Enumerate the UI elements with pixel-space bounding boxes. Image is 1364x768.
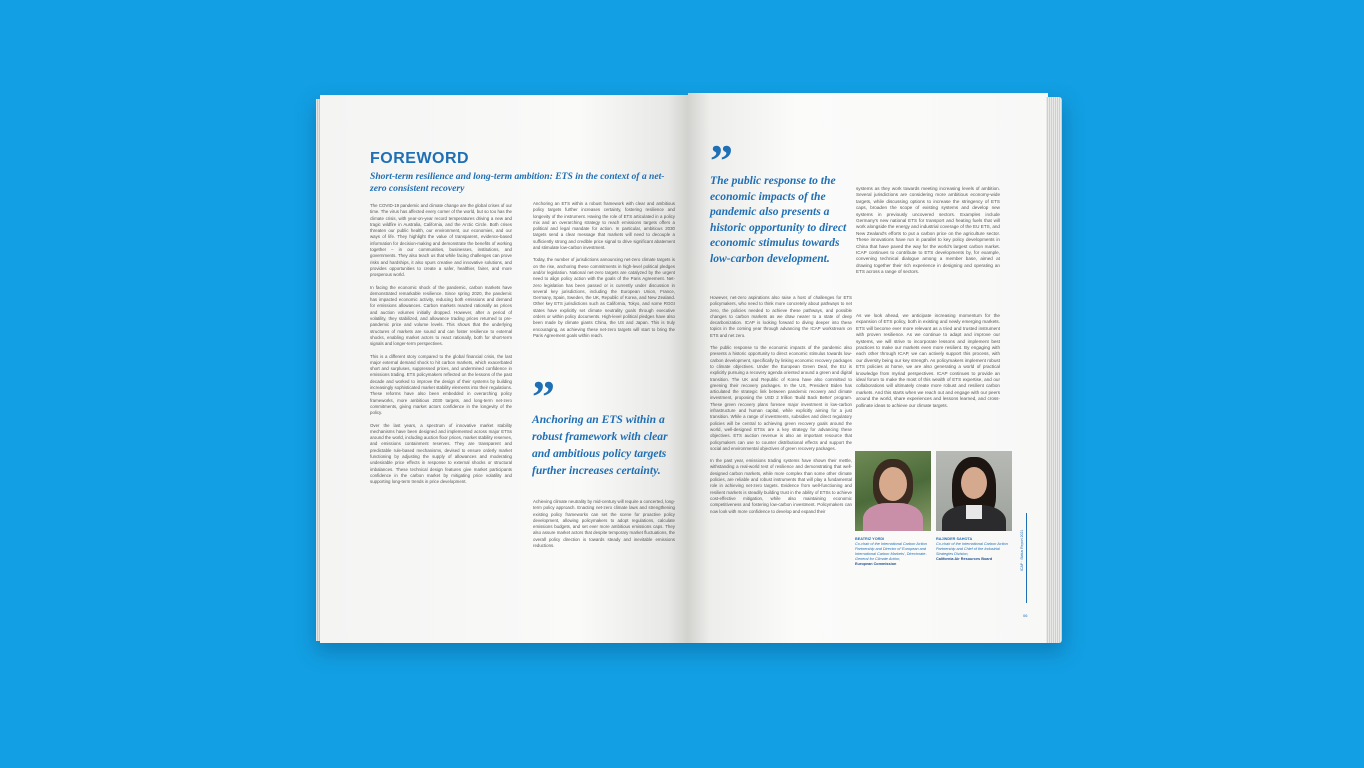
paragraph: systems as they work towards meeting increasing levels of ambition. Several jurisdictions are considering more ambitious economy-wide targets, while discussing options to increase the stringency of ETS caps, broaden the scope of existing systems and develop new systems in previously uncovered sectors. Examples include Germany's new national ETS for transport and heating fuels that will work alongside the energy and industrial coverage of the EU ETS, and New Zealand's efforts to put a carbon price on the agriculture sector. These innovations have run in parallel to key policy developments in China that have paved the way for the world's largest carbon market. ICAP continues to contribute to ETS developments by, for example, convening technical dialogue among a member base, aimed at drawing together their rich experience in designing and operating an ETS across a range of sectors. <box>856 186 1000 275</box>
paragraph: The public response to the economic impacts of the pandemic also presents a historic opportunity to direct economic stimulus towards low-carbon development, specifically by linking economic recovery packages to climate objectives. Under the European Green Deal, the EU is explicitly pursuing a recovery agenda oriented around a green and digital transition. The UK and Republic of Korea have also committed to greening their recovery packages. In the US, President Biden has articulated the strategic link between pandemic recovery and climate investment, proposing the USD 2 trillion 'Build Back Better' program. These green recovery plans foresee major investment in low-carbon infrastructure and human capital, while explicitly aiming for a just transition. While a range of investments, subsidies and direct regulatory policies will be central to achieving green recovery goals around the world, well-designed ETSs are a key strategy for advancing these objectives. ETS auction revenue is also an important resource that policymakers can use to counter distributional effects and support the social and environmental objectives of green recovery packages. <box>710 345 852 451</box>
person-role: Co-chair of the International Carbon Action Partnership and Chief of the Industrial Strategies Division, <box>936 542 1008 556</box>
left-column-2-bottom <box>533 499 675 555</box>
quote-mark-icon: ” <box>532 371 555 422</box>
quote-mark-icon: ” <box>710 135 733 186</box>
face-shape <box>961 467 987 499</box>
paragraph: Anchoring an ETS within a robust framework with clear and ambitious policy targets further increases certainty, fostering resilience and longevity of the instrument. Having the role of ETS articulated in a policy mix and an overarching strategy to reach emissions targets offers a political and legal mandate for action. In particular, ambitious 2030 targets send a clear message that markets will need to decouple a sufficiently strong and credible price signal to drive significant abatement and stimulate low-carbon investment. <box>533 201 675 251</box>
running-footer: ICAP · Status Report 2021 <box>1020 529 1024 571</box>
paragraph: The COVID-19 pandemic and climate change are the global crises of our time. The virus has affected every corner of the world, but so too has the climate crisis, with year-on-year record temperatures driving a new and tragic wildfire in Australia, California, and the Arctic Circle. Both crises threaten our public health, our environment, our economies, and our ways of life. They highlight the value of transparent, evidence-based information for decision-making and demonstrate the benefits of working together – in our communities, businesses, institutions, and governments. They also teach us that while facing challenges can prove risks and hardships, it also spurs creative and innovative solutions, and provides opportunities to create a safer, healthier, fairer, and more prosperous world. <box>370 203 512 278</box>
paragraph: However, net-zero aspirations also raise a host of challenges for ETS policymakers, who need to think more concretely about pathways to net zero, the policies needed to achieve these pathways, and possible changes to carbon markets as we draw nearer to a state of deep decarbonization. ICAP is looking forward to diving deeper into these topics in the coming year through advancing the ICAP workstream on ETS and net zero. <box>710 295 852 338</box>
foreword-heading: FOREWORD <box>370 150 470 167</box>
person-role: Co-chair of the International Carbon Action Partnership and Director of 'European and International Carbon Markets', Directorate-General for Climate Action, <box>855 542 927 561</box>
left-column-1 <box>370 203 512 491</box>
right-page <box>688 93 1048 643</box>
collar-shape <box>966 505 982 519</box>
margin-rule <box>1026 513 1027 603</box>
paragraph: Today, the number of jurisdictions announcing net-zero climate targets is on the rise, anchoring these commitments in high-level political pledges and/or legislation. National net-zero targets are catalyzed by the urgent need to align policy action with the goals of the Paris Agreement. Net-zero legislation has been passed or is currently under discussion in several key jurisdictions, including the European Union, France, Germany, Spain, Sweden, the UK, Republic of Korea, and New Zealand. Other key ETS jurisdictions such as California, Tokyo, and some RGGI states have explicitly set climate neutrality goals through executive orders or within policy documents. High-level political pledges have also been made by climate giants China, the US and Japan. This is truly encouraging, as achieving these net-zero targets will start to bring the Paris Agreement goals within reach. <box>533 257 675 338</box>
page-number: 06 <box>1023 613 1028 618</box>
person-organization: European Commission <box>855 562 897 566</box>
portrait-photo <box>855 451 931 531</box>
person-organization: California Air Resources Board <box>936 557 993 561</box>
right-pull-quote: The public response to the economic impacts of the pandemic also presents a historic opportunity to direct economic stimulus towards low-carbon development. <box>710 174 847 265</box>
body-shape <box>863 503 923 531</box>
paragraph: In facing the economic shock of the pandemic, carbon markets have demonstrated remarkable resilience. Since spring 2020, the pandemic has impacted economic activity, reducing both emissions and demand for emissions allowances. Carbon markets reacted rationally as prices and auction volumes initially dropped. However, after a period of volatility, they stabilized, and allowance trading prices returned to pre-pandemic price and volume levels. This shows that the underlying structures of markets are sound and can foster resilience to external shocks, enabling market actors to react rationally, both for short-term signals and longer-term perspectives. <box>370 284 512 347</box>
portrait-caption <box>855 537 931 567</box>
portrait-caption <box>936 537 1014 562</box>
face-shape <box>879 467 907 501</box>
portrait-photo <box>936 451 1012 531</box>
left-pull-quote: Anchoring an ETS within a robust framework with clear and ambitious policy targets further increases certainty. <box>532 413 668 477</box>
paragraph: Over the last years, a spectrum of innovative market stability mechanisms have been designed and implemented across major ETSs around the world, including auction floor prices, market stability reserves, and emissions containment reserves. They are transparent and predictable rule-based mechanisms, devised to ensure orderly market functioning by adjusting the supply of allowances and moderating undesirable price effects in response to external shocks or structural imbalances. These technical design features give market participants confidence in the carbon market by mitigating price volatility and supporting long-term trends in price development. <box>370 422 512 485</box>
person-name: BEATRIZ YORDI <box>855 537 885 541</box>
paragraph: This is a different story compared to the global financial crisis, the last major external demand shock to hit carbon markets, which exacerbated short and surpluses, suppressed prices, and undermined confidence in emissions trading. ETS policymakers reflected on the lessons of the past decade and worked to improve the design of their systems by building increasingly sophisticated market stability elements into their regulations. These reforms have also been embedded in overarching policy frameworks, more ambitious 2030 targets, and long-term net-zero commitments, giving market actors confidence in the longevity of the policy. <box>370 353 512 416</box>
right-column-2 <box>856 186 1000 282</box>
person-name: RAJINDER SAHOTA <box>936 537 973 541</box>
foreword-subtitle: Short-term resilience and long-term ambition: ETS in the context of a net-zero consistent recovery <box>370 171 665 194</box>
open-report-spread <box>320 95 1062 645</box>
right-page-edges <box>1046 97 1062 643</box>
left-column-2 <box>533 201 675 345</box>
paragraph: As we look ahead, we anticipate increasing momentum for the expansion of ETS policy, both in existing and newly emerging markets. ETS will become ever more relevant as a tried and trusted instrument with proven resilience. As we continue to adapt and improve our systems, we will strive to incorporate lessons and implement best practices to make our markets even more resilient. By engaging with each other through ICAP, we can actively support this process, with our diversity being our key strength. As policymakers implement robust ETS policies at home, we are also generating a world of practical knowledge from myriad perspectives. ICAP continues to provide an ideal forum to make the most of this wealth of ETS expertise, and our collaborations will ultimately create more robust and resilient carbon markets. And this starts when we reach out and engage with our peers around the world, share experiences and lessons learned, and cross-pollinate ideas to achieve our climate targets. <box>856 313 1000 408</box>
left-page <box>320 95 690 643</box>
right-column-2-bottom <box>856 313 1000 415</box>
paragraph: Achieving climate neutrality by mid-century will require a concerted, long-term policy approach. Enacting net-zero climate laws and strengthening existing policy frameworks can set the scene for proactive policy development, allowing policymakers to adopt regulations, calculate emissions budgets, and set ever more ambitious emissions caps. They also assure market actors that despite temporary market fluctuations, the overall policy direction is towards steady and inevitable emissions reductions. <box>533 499 675 549</box>
paragraph: In the past year, emissions trading systems have shown their mettle, withstanding a real-world test of resilience and demonstrating that well-designed carbon markets, while more complex than some other climate policies, are reliable and robust instruments that will play a fundamental role in achieving net-zero targets. Evidence from well-functioning and resilient markets is steadily building trust in the ability of ETSs to achieve cost-effective mitigation, while also maintaining economic competitiveness and fostering low-carbon investment. Policymakers can now look with more confidence to develop and expand their <box>710 458 852 514</box>
right-column-1 <box>710 295 852 521</box>
